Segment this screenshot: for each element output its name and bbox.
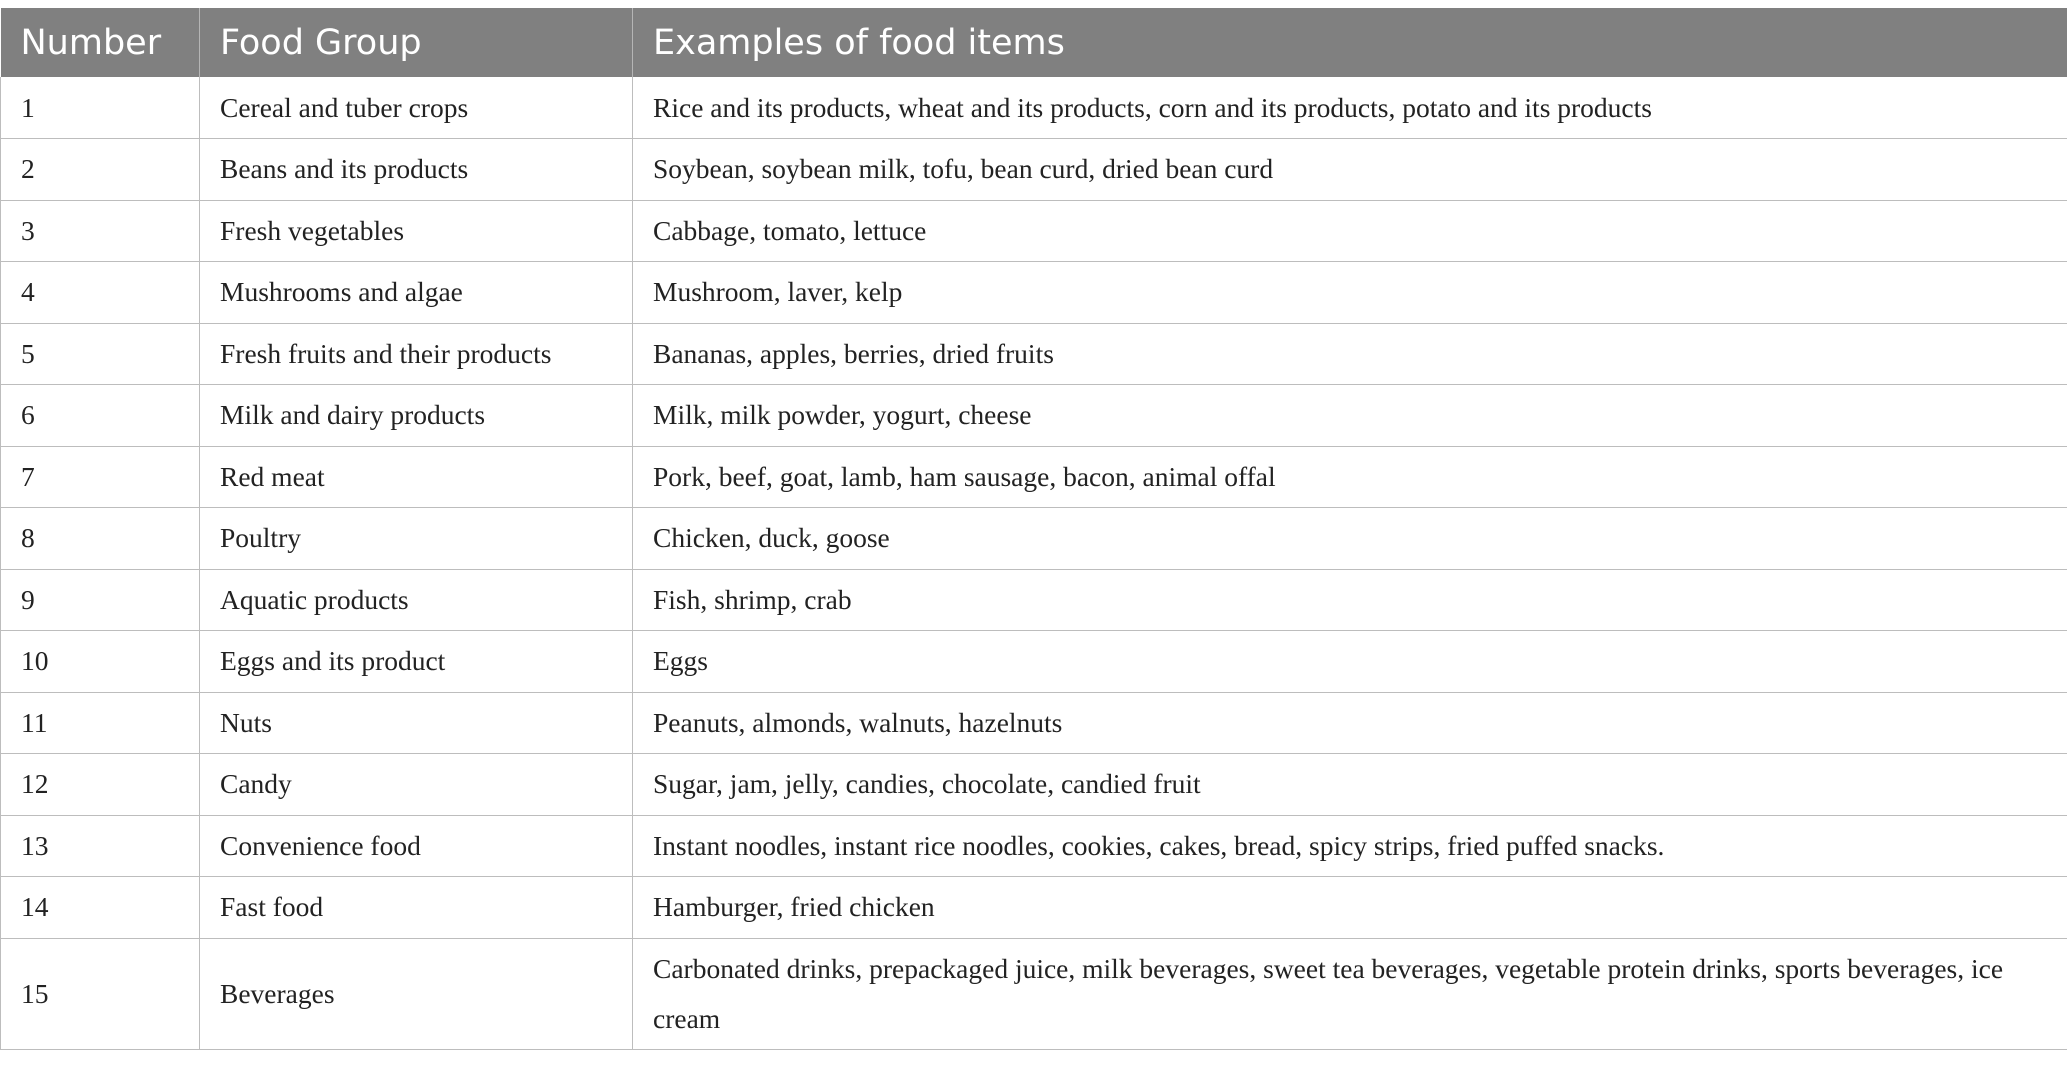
table-row [1,508,2067,570]
header-food-group: Food Group [200,8,633,77]
cell-number: 11 [1,692,200,754]
cell-food-group: Fast food [200,877,633,939]
cell-number: 14 [1,877,200,939]
cell-food-group: Beans and its products [200,139,633,201]
table-row [1,938,2067,1049]
table-body [1,77,2067,1049]
cell-examples: Milk, milk powder, yogurt, cheese [633,385,2067,447]
table-row [1,139,2067,201]
cell-food-group: Beverages [200,938,633,1049]
cell-examples: Soybean, soybean milk, tofu, bean curd, dried bean curd [633,139,2067,201]
cell-examples: Carbonated drinks, prepackaged juice, milk beverages, sweet tea beverages, vegetable protein drinks, sports beverages, ice cream [633,938,2067,1049]
cell-food-group: Mushrooms and algae [200,262,633,324]
cell-examples: Cabbage, tomato, lettuce [633,200,2067,262]
table-row [1,877,2067,939]
cell-food-group: Nuts [200,692,633,754]
cell-number: 9 [1,569,200,631]
cell-food-group: Cereal and tuber crops [200,77,633,139]
cell-examples: Bananas, apples, berries, dried fruits [633,323,2067,385]
header-row [1,8,2067,77]
cell-examples: Peanuts, almonds, walnuts, hazelnuts [633,692,2067,754]
table-row [1,631,2067,693]
cell-food-group: Milk and dairy products [200,385,633,447]
cell-number: 8 [1,508,200,570]
cell-number: 10 [1,631,200,693]
header-number: Number [20,22,162,63]
cell-examples: Rice and its products, wheat and its products, corn and its products, potato and its products [633,77,2067,139]
cell-food-group: Poultry [200,508,633,570]
table-row [1,262,2067,324]
table-row [1,446,2067,508]
cell-examples: Pork, beef, goat, lamb, ham sausage, bacon, animal offal [633,446,2067,508]
cell-food-group: Fresh vegetables [200,200,633,262]
cell-examples: Eggs [633,631,2067,693]
table-row [1,815,2067,877]
table-row [1,569,2067,631]
cell-examples: Mushroom, laver, kelp [633,262,2067,324]
food-group-table-container [0,8,2067,1050]
cell-number: 6 [1,385,200,447]
cell-food-group: Eggs and its product [200,631,633,693]
cell-examples: Sugar, jam, jelly, candies, chocolate, candied fruit [633,754,2067,816]
cell-number: 15 [1,938,200,1049]
food-group-table [0,8,2067,1050]
cell-examples: Fish, shrimp, crab [633,569,2067,631]
table-row [1,385,2067,447]
table-row [1,754,2067,816]
cell-number: 5 [1,323,200,385]
cell-food-group: Candy [200,754,633,816]
cell-food-group: Fresh fruits and their products [200,323,633,385]
table-row [1,77,2067,139]
table-row [1,200,2067,262]
cell-number: 13 [1,815,200,877]
cell-examples: Hamburger, fried chicken [633,877,2067,939]
cell-examples: Instant noodles, instant rice noodles, cookies, cakes, bread, spicy strips, fried puffed snacks. [633,815,2067,877]
cell-food-group: Convenience food [200,815,633,877]
table-row [1,323,2067,385]
table-row [1,692,2067,754]
header-examples: Examples of food items [633,8,2067,77]
cell-food-group: Aquatic products [200,569,633,631]
cell-number: 4 [1,262,200,324]
cell-number: 1 [1,77,200,139]
cell-number: 2 [1,139,200,201]
cell-number: 7 [1,446,200,508]
cell-food-group: Red meat [200,446,633,508]
cell-number: 3 [1,200,200,262]
table-header [1,8,2067,77]
cell-number: 12 [1,754,200,816]
cell-examples: Chicken, duck, goose [633,508,2067,570]
